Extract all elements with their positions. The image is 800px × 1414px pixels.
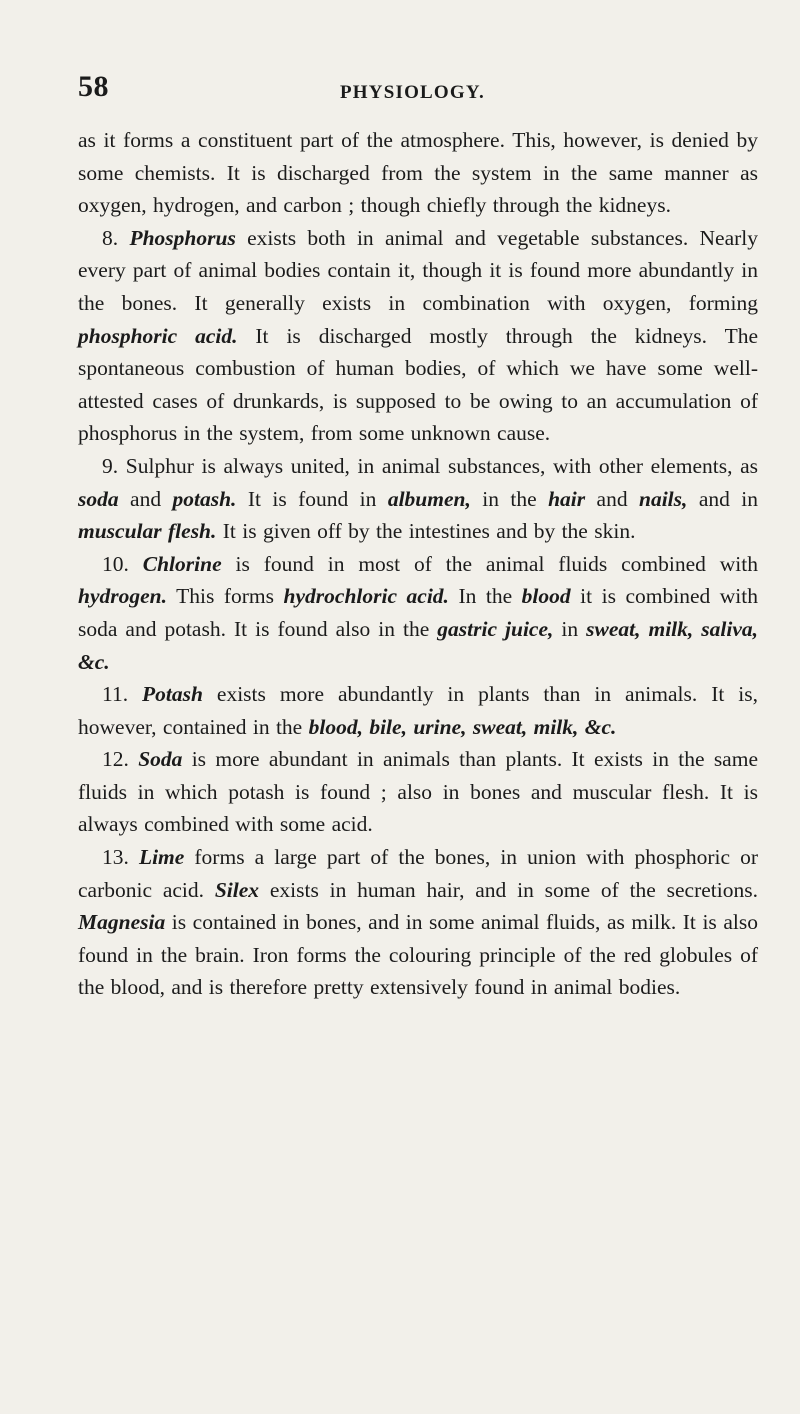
emphasized-term: Magnesia [78,910,166,935]
emphasis [548,487,585,511]
emphasis [142,682,203,706]
section-number: 12. [102,747,129,772]
text-run: and in [687,486,758,511]
emphasized-term: hydrogen. [78,584,167,609]
emphasized-term: Soda [138,747,183,772]
text-run: in the [470,486,549,511]
text-run: Sulphur is always united, in animal substances, with other elements, as [125,453,759,478]
body-text [78,124,758,1004]
section-number: 11. [102,682,129,707]
text-run: it is combined with soda and potash. It is found also in the [78,584,758,641]
emphasized-term: phosphoric acid. [78,323,238,348]
text-run: exists more abundantly in plants than in animals. It is, however, contained in the [78,682,758,739]
text-run: exists in human hair, and in some of the secretions. [259,877,758,902]
emphasized-term: nails, [639,486,688,511]
text-run: This forms [167,584,284,609]
text-run: is found in most of the animal fluids combined with [221,551,759,576]
emphasis [139,845,184,869]
section-number: 8. [102,225,119,250]
text-run: is contained in bones, and in some animal fluids, as milk. It is also found in the brain. Iron forms the colouring principle of the red globules of the blood, and is therefore pretty extensively found in animal bodies. [78,910,758,1000]
emphasis [143,552,222,576]
text-run: In the [448,584,522,609]
emphasis [78,910,165,934]
emphasis [309,715,617,739]
page-number: 58 [78,70,109,103]
emphasized-term: blood, bile, urine, sweat, milk, &c. [308,714,617,739]
emphasized-term: Silex [214,877,260,902]
text-run: and [118,486,173,511]
emphasis [639,487,687,511]
text-run: It is discharged mostly through the kidneys. The spontaneous combustion of human bodies, of which we have some well-attested cases of drunkards, is supposed to be owing to an accumulation of phosphorus in the system, from some unknown cause. [78,323,758,446]
paragraph [78,548,758,678]
emphasized-term: soda [78,486,119,511]
paragraph [78,222,758,450]
emphasized-term: albumen, [387,486,471,511]
section-number: 13. [102,845,129,870]
emphasized-term: gastric juice, [437,616,554,641]
emphasized-term: Potash [142,682,203,707]
paragraph [78,678,758,743]
emphasized-term: sweat, milk, saliva, &c. [78,616,759,674]
paragraph [78,124,758,222]
emphasized-term: Lime [138,845,185,870]
text-run: is more abundant in animals than plants. It exists in the same fluids in which potash is found ; also in bones and muscular flesh. It is always combined with some acid. [78,747,758,837]
text-run: forms a large part of the bones, in union with phosphoric or carbonic acid. [78,845,758,902]
text-run: It is found in [236,486,388,511]
emphasized-term: Phosphorus [129,225,236,250]
text-run: and [585,486,639,511]
emphasis [437,617,553,641]
emphasis [388,487,471,511]
page-header [78,70,758,110]
section-number: 10. [102,551,129,576]
section-number: 9. [102,453,119,478]
emphasized-term: hair [548,486,586,511]
emphasized-term: hydrochloric acid. [283,584,449,609]
emphasis [78,519,216,543]
text-run: exists both in animal and vegetable substances. Nearly every part of animal bodies contain it, though it is found more abundantly in the bones. It generally exists in combination with oxygen, forming [78,225,758,315]
text-run: in [553,616,587,641]
running-title: PHYSIOLOGY. [340,82,486,103]
emphasis [78,584,167,608]
text-run: as it forms a constituent part of the atmosphere. This, however, is denied by some chemists. It is discharged from the system in the same manner as oxygen, hydrogen, and carbon ; though chiefly through the kidneys. [78,128,758,218]
emphasis [284,584,449,608]
text-run: It is given off by the intestines and by the skin. [216,519,636,544]
emphasized-term: potash. [172,486,237,511]
paragraph [78,743,758,841]
emphasized-term: muscular flesh. [78,519,217,544]
paragraph [78,450,758,548]
emphasis [522,584,571,608]
emphasis [78,324,237,348]
emphasis [172,487,236,511]
paragraph [78,841,758,1004]
emphasis [78,487,119,511]
emphasis [138,747,182,771]
emphasis [129,226,235,250]
emphasis [215,878,259,902]
emphasized-term: Chlorine [142,551,222,576]
emphasized-term: blood [521,584,571,609]
